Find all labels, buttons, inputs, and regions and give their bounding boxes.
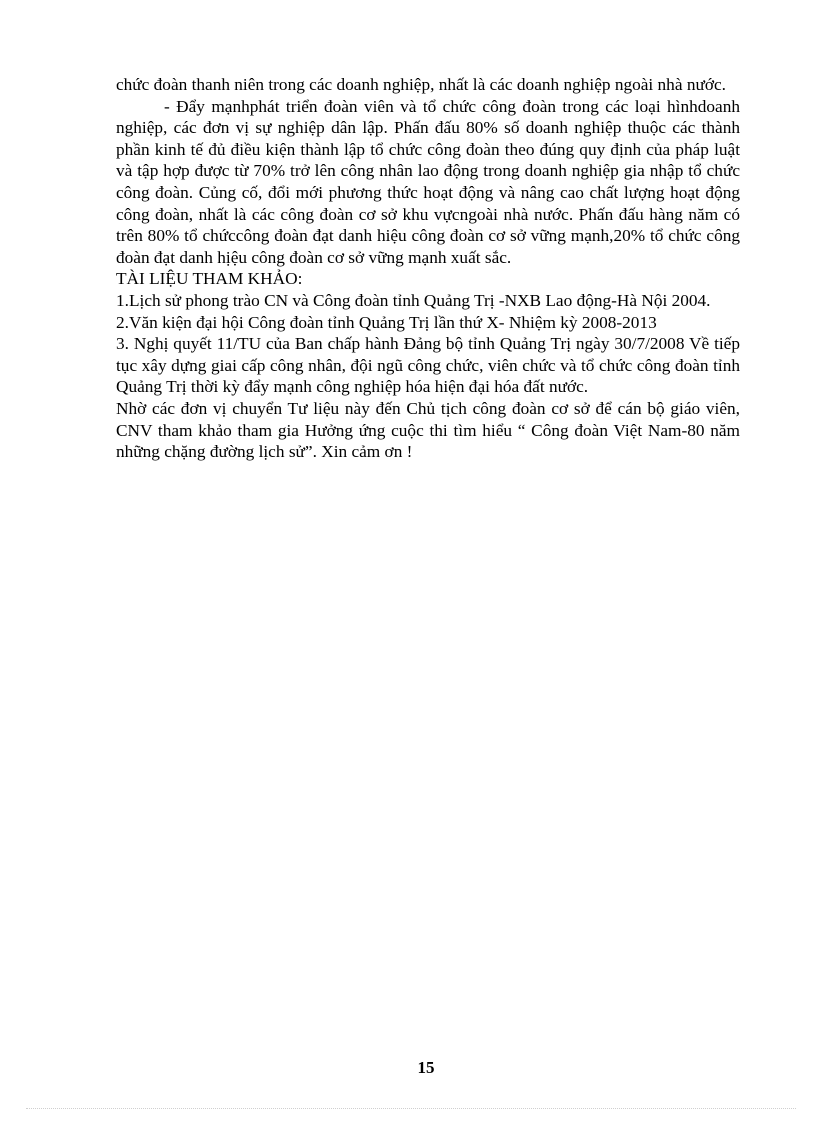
paragraph-continuation: chức đoàn thanh niên trong các doanh nghiệp, nhất là các doanh nghiệp ngoài nhà nước. — [116, 75, 726, 94]
reference-item-1: 1.Lịch sử phong trào CN và Công đoàn tỉnh Quảng Trị -NXB Lao động-Hà Nội 2004. — [116, 290, 711, 310]
page-bottom-border — [26, 1108, 796, 1109]
references-heading: TÀI LIỆU THAM KHẢO: — [116, 269, 303, 289]
reference-item-2: 2.Văn kiện đại hội Công đoàn tỉnh Quảng Trị lần thứ X- Nhiệm kỳ 2008-2013 — [116, 312, 657, 332]
document-body — [116, 74, 740, 463]
page-number: 15 — [417, 1058, 435, 1077]
reference-item-3: 3. Nghị quyết 11/TU của Ban chấp hành Đảng bộ tỉnh Quảng Trị ngày 30/7/2008 Về tiếp tục xây dựng giai cấp công nhân, đội ngũ công chức, viên chức và tổ chức công đoàn tỉnh Quảng Trị thời kỳ đẩy mạnh công nghiệp hóa hiện đại hóa đất nước. — [116, 334, 740, 397]
closing-note: Nhờ các đơn vị chuyển Tư liệu này đến Chủ tịch công đoàn cơ sở để cán bộ giáo viên, CNV tham khảo tham gia Hưởng ứng cuộc thi tìm hiểu “ Công đoàn Việt Nam-80 năm những chặng đường lịch sử”. Xin cảm ơn ! — [116, 398, 740, 462]
paragraph-union-development: - Đẩy mạnhphát triển đoàn viên và tổ chức công đoàn trong các loại hìnhdoanh nghiệp, các đơn vị sự nghiệp dân lập. Phấn đấu 80% số doanh nghiệp thuộc các thành phần kinh tế đủ điều kiện thành lập tổ chức công đoàn theo đúng quy định của pháp luật và tập hợp được từ 70% trở lên công nhân lao động trong doanh nghiệp gia nhập tổ chức công đoàn. Củng cố, đổi mới phương thức hoạt động và nâng cao chất lượng hoạt động công đoàn, nhất là các công đoàn cơ sở khu vựcngoài nhà nước. Phấn đấu hàng năm có trên 80% tổ chứccông đoàn đạt danh hiệu công đoàn cơ sở vững mạnh,20% tổ chức công đoàn đạt danh hịệu công đoàn cơ sở vững mạnh xuất sắc. — [116, 96, 740, 267]
